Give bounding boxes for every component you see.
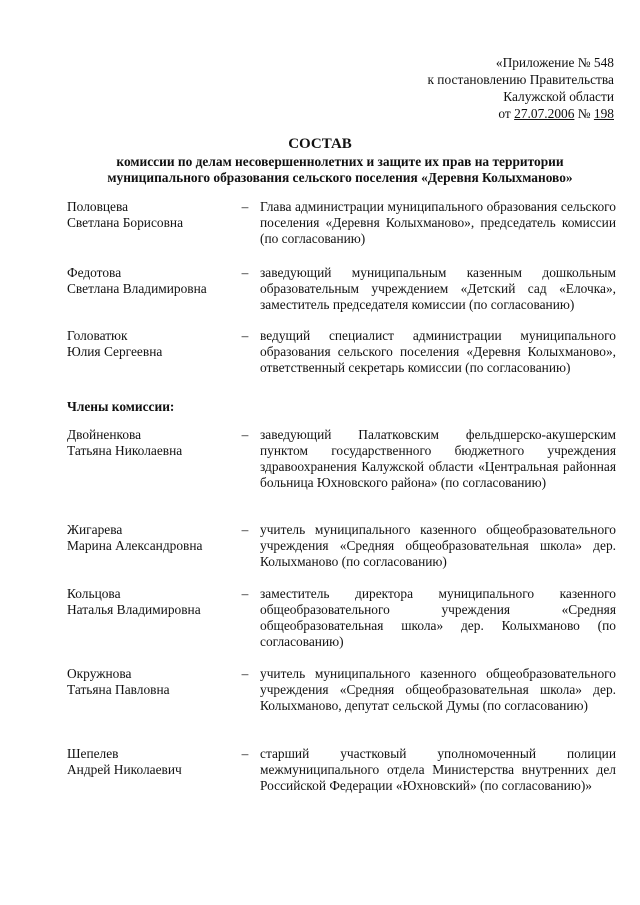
document-title: СОСТАВ [288,136,352,152]
person-name [67,746,237,778]
person-name [67,522,237,554]
appendix-date: 27.07.2006 [514,106,575,121]
person-given-names: Наталья Владимировна [67,602,201,617]
person-role: заместитель директора муниципального казенного общеобразовательного учреждения «Средняя общеобразовательная школа» дер. Колыхманово (по согласованию) [260,586,616,649]
person-surname: Шепелев [67,746,119,761]
person-surname: Головатюк [67,328,128,343]
appendix-line-2: к постановлению Правительства [427,72,614,87]
person-given-names: Юлия Сергеевна [67,344,163,359]
appendix-line-3: Калужской области [503,89,614,104]
person-role: учитель муниципального казенного общеобразовательного учреждения «Средняя общеобразовательная школа» дер. Колыхманово, депутат сельской Думы (по согласованию) [260,666,616,713]
person-name [67,199,237,231]
dash-separator: – [241,746,249,761]
appendix-number-prefix: № [577,106,591,121]
person-given-names: Светлана Борисовна [67,215,184,230]
person-name [67,427,237,459]
dash-separator: – [241,427,249,442]
person-given-names: Татьяна Павловна [67,682,170,697]
appendix-line-4 [427,105,614,122]
person-role: ведущий специалист администрации муниципального образования сельского поселения «Деревня Колыхманово», ответственный секретарь комиссии (по согласованию) [260,328,616,375]
appendix-line-1: «Приложение № 548 [495,55,614,70]
person-given-names: Татьяна Николаевна [67,443,183,458]
person-name [67,666,237,698]
subtitle-line-1: комиссии по делам несовершеннолетних и защите их прав на территории [116,154,564,169]
person-name [67,586,237,618]
person-role: заведующий Палатковским фельдшерско-акушерским пунктом государственного бюджетного учреждения здравоохранения Калужской области «Центральная районная больница Юхновского района» (по согласованию) [260,427,616,490]
appendix-number: 198 [593,106,614,121]
dash-separator: – [241,522,249,537]
person-surname: Окружнова [67,666,132,681]
dash-separator: – [241,199,249,214]
person-given-names: Андрей Николаевич [67,762,182,777]
person-name [67,265,237,297]
person-given-names: Светлана Владимировна [67,281,207,296]
document-subtitle [60,154,620,186]
appendix-block [427,54,614,122]
person-name [67,328,237,360]
person-surname: Кольцова [67,586,121,601]
members-heading: Члены комиссии: [67,399,175,414]
subtitle-line-2: муниципального образования сельского поселения «Деревня Колыхманово» [107,170,573,185]
appendix-date-prefix: от [498,106,511,121]
person-surname: Двойненкова [67,427,142,442]
dash-separator: – [241,666,249,681]
person-role: заведующий муниципальным казенным дошкольным образовательным учреждением «Детский сад «Елочка», заместитель председателя комиссии (по согласованию) [260,265,616,312]
person-surname: Федотова [67,265,122,280]
person-role: старший участковый уполномоченный полиции межмуниципального отдела Министерства внутренних дел Российской Федерации «Юхновский» (по согласованию)» [260,746,616,793]
person-surname: Половцева [67,199,129,214]
person-surname: Жигарева [67,522,123,537]
dash-separator: – [241,328,249,343]
dash-separator: – [241,265,249,280]
person-role: учитель муниципального казенного общеобразовательного учреждения «Средняя общеобразовательная школа» дер. Колыхманово (по согласованию) [260,522,616,569]
person-role: Глава администрации муниципального образования сельского поселения «Деревня Колыхманово», председатель комиссии (по согласованию) [260,199,616,246]
person-given-names: Марина Александровна [67,538,203,553]
dash-separator: – [241,586,249,601]
